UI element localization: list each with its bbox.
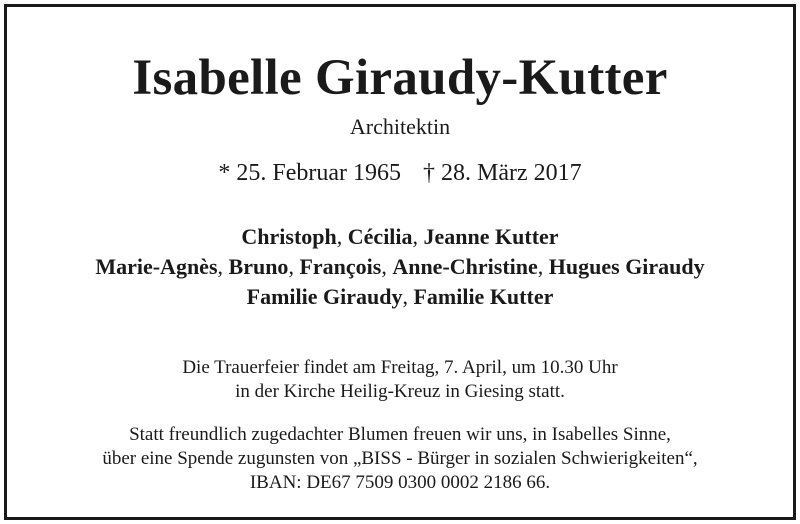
separator: ,: [381, 254, 393, 279]
iban-line: IBAN: DE67 7509 0300 0002 2186 66.: [249, 472, 551, 493]
mourner-name: Jeanne Kutter: [423, 224, 559, 249]
mourner-name: Marie-Agnès: [95, 254, 218, 279]
birth-date: * 25. Februar 1965: [218, 160, 401, 186]
mourner-name: Hugues Giraudy: [548, 254, 705, 279]
death-date: † 28. März 2017: [423, 160, 582, 186]
mourners-list: [0, 222, 800, 312]
mourners-line: [0, 282, 800, 312]
profession: Architektin: [349, 114, 451, 139]
separator: ,: [336, 224, 348, 249]
deceased-name: Isabelle Giraudy-Kutter: [132, 50, 668, 106]
mourner-name: François: [299, 254, 382, 279]
service-line: Die Trauerfeier findet am Freitag, 7. April, um 10.30 Uhr: [182, 357, 618, 378]
mourner-name: Cécilia: [347, 224, 413, 249]
funeral-service-info: [0, 356, 800, 404]
mourner-name: Anne-Christine: [392, 254, 538, 279]
life-dates: [0, 158, 800, 188]
donation-line: Statt freundlich zugedachter Blumen freuen wir uns, in Isabelles Sinne,: [129, 424, 671, 445]
separator: ,: [412, 224, 424, 249]
mourners-line: [0, 222, 800, 252]
mourner-name: Familie Kutter: [413, 284, 554, 309]
mourners-line: [0, 252, 800, 282]
separator: ,: [537, 254, 549, 279]
donation-line: über eine Spende zugunsten von „BISS - Bürger in sozialen Schwierigkeiten“,: [102, 448, 698, 469]
separator: ,: [288, 254, 300, 279]
service-line: in der Kirche Heilig-Kreuz in Giesing statt.: [235, 381, 565, 402]
mourner-name: Christoph: [241, 224, 337, 249]
separator: ,: [402, 284, 414, 309]
donation-info: [0, 423, 800, 495]
separator: ,: [217, 254, 229, 279]
mourner-name: Bruno: [228, 254, 289, 279]
mourner-name: Familie Giraudy: [246, 284, 403, 309]
